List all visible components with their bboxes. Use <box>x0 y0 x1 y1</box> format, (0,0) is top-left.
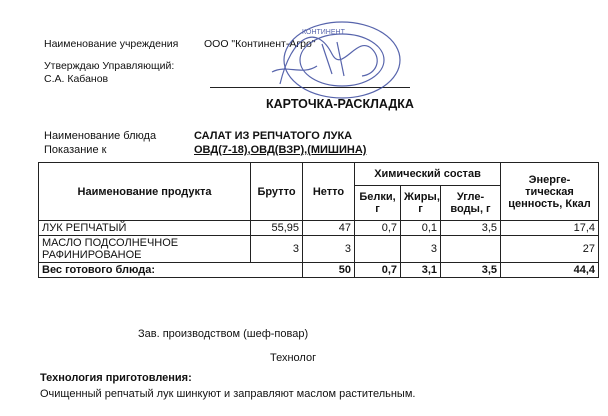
cell-net: 3 <box>303 236 355 263</box>
dish-name-label: Наименование блюда <box>44 130 157 142</box>
approval-line2: С.А. Кабанов <box>44 73 109 85</box>
cell-product: МАСЛО ПОДСОЛНЕЧНОЕ РАФИНИРОВАНОЕ <box>39 236 251 263</box>
cell-fats: 3 <box>401 236 441 263</box>
cell-gross: 3 <box>251 236 303 263</box>
institution-value: ООО "Континент-Агро" <box>204 38 316 50</box>
technology-text: Очищенный репчатый лук шинкуют и заправляют маслом растительным. <box>40 388 416 400</box>
card-title: КАРТОЧКА-РАСКЛАДКА <box>266 97 414 111</box>
header-fats: Жиры, г <box>401 186 441 221</box>
header-energy: Энерге- тическая ценность, Ккал <box>501 163 599 221</box>
technology-heading: Технология приготовления: <box>40 372 192 384</box>
cell-energy: 27 <box>501 236 599 263</box>
table-row <box>39 221 599 236</box>
header-chem: Химический состав <box>355 163 501 186</box>
dish-indication-value: ОВД(7-18),ОВД(ВЗР),(МИШИНА) <box>194 144 367 156</box>
cell-net: 47 <box>303 221 355 236</box>
total-proteins: 0,7 <box>355 263 401 278</box>
cell-product: ЛУК РЕПЧАТЫЙ <box>39 221 251 236</box>
round-seal-stamp <box>262 14 412 104</box>
cell-fats: 0,1 <box>401 221 441 236</box>
cell-gross: 55,95 <box>251 221 303 236</box>
table-header-row <box>39 163 599 186</box>
total-carbs: 3,5 <box>441 263 501 278</box>
dish-indication-label: Показание к <box>44 144 107 156</box>
table-row <box>39 236 599 263</box>
total-energy: 44,4 <box>501 263 599 278</box>
header-gross: Брутто <box>251 163 303 221</box>
total-fats: 3,1 <box>401 263 441 278</box>
institution-label: Наименование учреждения <box>44 38 179 50</box>
dish-name-value: САЛАТ ИЗ РЕПЧАТОГО ЛУКА <box>194 130 353 142</box>
header-net: Нетто <box>303 163 355 221</box>
cell-energy: 17,4 <box>501 221 599 236</box>
stamp-text: КОНТИНЕНТ <box>302 29 345 36</box>
cell-carbs <box>441 236 501 263</box>
chef-signature-label: Зав. производством (шеф-повар) <box>138 328 309 340</box>
cell-proteins <box>355 236 401 263</box>
table-total-row <box>39 263 599 278</box>
total-net: 50 <box>303 263 355 278</box>
approval-line1: Утверждаю Управляющий: <box>44 60 175 72</box>
cell-carbs: 3,5 <box>441 221 501 236</box>
composition-table <box>38 162 599 278</box>
header-proteins: Белки, г <box>355 186 401 221</box>
total-label: Вес готового блюда: <box>39 263 303 278</box>
header-product: Наименование продукта <box>39 163 251 221</box>
header-carbs: Угле- воды, г <box>441 186 501 221</box>
cell-proteins: 0,7 <box>355 221 401 236</box>
technologist-signature-label: Технолог <box>270 352 317 364</box>
